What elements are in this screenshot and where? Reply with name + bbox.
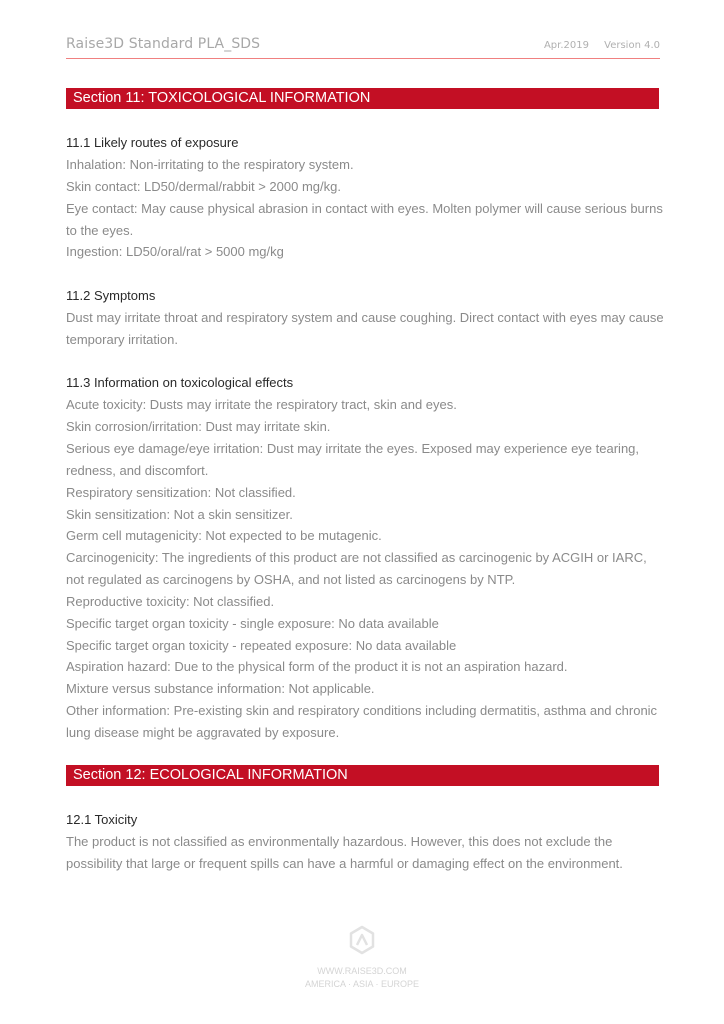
text-line: Skin corrosion/irritation: Dust may irritate skin.: [66, 419, 331, 434]
text-line: Ingestion: LD50/oral/rat > 5000 mg/kg: [66, 244, 284, 259]
text-line: not regulated as carcinogens by OSHA, and not listed as carcinogens by NTP.: [66, 572, 516, 587]
text-line: The product is not classified as environmentally hazardous. However, this does not exclude the: [66, 834, 613, 849]
subsection-heading: 12.1 Toxicity: [66, 812, 138, 827]
text-line: Acute toxicity: Dusts may irritate the respiratory tract, skin and eyes.: [66, 397, 457, 412]
text-line: Skin sensitization: Not a skin sensitizer.: [66, 507, 293, 522]
document-meta: [532, 40, 660, 51]
text-line: to the eyes.: [66, 223, 134, 238]
text-line: redness, and discomfort.: [66, 463, 209, 478]
text-line: Respiratory sensitization: Not classified.: [66, 485, 296, 500]
page-header: [66, 34, 660, 59]
text-line: Specific target organ toxicity - repeated exposure: No data available: [66, 638, 457, 653]
text-line: Specific target organ toxicity - single exposure: No data available: [66, 616, 439, 631]
subsection-heading: 11.1 Likely routes of exposure: [66, 135, 239, 150]
raise3d-logo-icon: [348, 925, 376, 955]
footer-website: WWW.RAISE3D.COM: [317, 966, 407, 976]
document-date: Apr.2019: [543, 40, 589, 51]
subsection-heading: 11.3 Information on toxicological effects: [66, 375, 294, 390]
text-line: Aspiration hazard: Due to the physical form of the product it is not an aspiration hazard.: [66, 659, 568, 674]
text-line: possibility that large or frequent spills can have a harmful or damaging effect on the environment.: [66, 856, 623, 871]
text-line: Other information: Pre-existing skin and respiratory conditions including dermatitis, asthma and chronic: [66, 703, 658, 718]
text-line: Eye contact: May cause physical abrasion in contact with eyes. Molten polymer will cause serious burns: [66, 201, 663, 216]
text-line: Skin contact: LD50/dermal/rabbit > 2000 mg/kg.: [66, 179, 341, 194]
text-line: Carcinogenicity: The ingredients of this product are not classified as carcinogenic by ACGIH or IARC,: [66, 550, 647, 565]
text-line: Mixture versus substance information: Not applicable.: [66, 681, 375, 696]
document-title: Raise3D Standard PLA_SDS: [66, 36, 261, 52]
text-line: Reproductive toxicity: Not classified.: [66, 594, 275, 609]
text-line: temporary irritation.: [66, 332, 178, 347]
text-line: Dust may irritate throat and respiratory system and cause coughing. Direct contact with eyes may cause: [66, 310, 664, 325]
document-version: Version 4.0: [604, 40, 660, 51]
section-12-header: Section 12: ECOLOGICAL INFORMATION: [66, 765, 659, 786]
text-line: lung disease might be aggravated by exposure.: [66, 725, 340, 740]
section-11-header: Section 11: TOXICOLOGICAL INFORMATION: [66, 88, 659, 109]
subsection-heading: 11.2 Symptoms: [66, 288, 156, 303]
footer-regions: AMERICA · ASIA · EUROPE: [304, 979, 420, 989]
text-line: Germ cell mutagenicity: Not expected to be mutagenic.: [66, 528, 382, 543]
text-line: Inhalation: Non-irritating to the respiratory system.: [66, 157, 354, 172]
text-line: Serious eye damage/eye irritation: Dust may irritate the eyes. Exposed may experience eye tearing,: [66, 441, 640, 456]
